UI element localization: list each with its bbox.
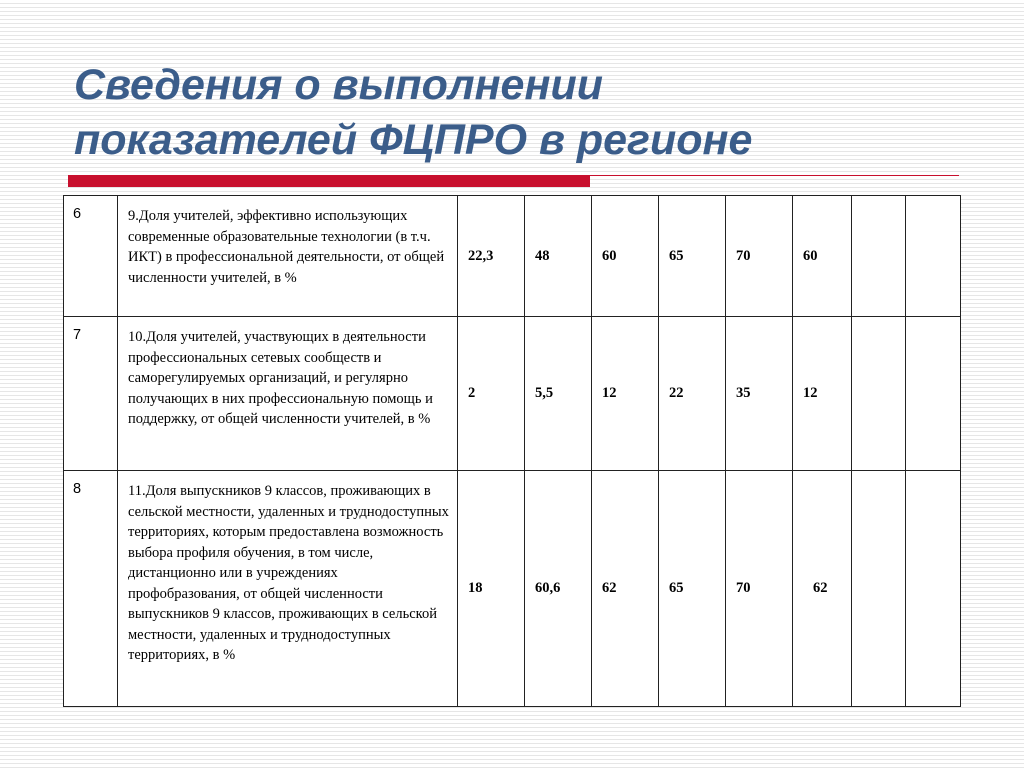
indicators-table [63, 195, 961, 707]
value-cell: 65 [659, 196, 726, 317]
indicator-description: 11.Доля выпускников 9 классов, проживающих в сельской местности, удаленных и труднодоступных территориях, которым предоставлена возможность выбора профиля обучения, в том числе, дистанционно или в учреждениях профобразования, от общей численности выпускников 9 классов, проживающих в сельской местности, удаленных и труднодоступных территориях, в % [118, 471, 458, 707]
indicator-description: 10.Доля учителей, участвующих в деятельности профессиональных сетевых сообществ и саморегулируемых организаций, и регулярно получающих в них профессиональную помощь и поддержку, от общей численности учителей, в % [118, 317, 458, 471]
table-row [64, 317, 961, 471]
value-cell: 48 [525, 196, 592, 317]
value-cell: 60 [592, 196, 659, 317]
empty-cell [852, 196, 906, 317]
empty-cell [906, 317, 961, 471]
empty-cell [906, 471, 961, 707]
slide-title-line-1: Сведения о выполнении [74, 61, 603, 109]
value-cell: 60,6 [525, 471, 592, 707]
empty-cell [906, 196, 961, 317]
empty-cell [852, 317, 906, 471]
value-cell: 22 [659, 317, 726, 471]
value-cell: 62 [793, 471, 852, 707]
value-cell: 70 [726, 196, 793, 317]
indicator-description: 9.Доля учителей, эффективно использующих современные образовательные технологии (в т.ч. ИКТ) в профессиональной деятельности, от общей численности учителей, в % [118, 196, 458, 317]
row-number: 6 [64, 196, 118, 317]
slide-title-line-2: показателей ФЦПРО в регионе [74, 116, 753, 164]
row-number: 8 [64, 471, 118, 707]
value-cell: 2 [458, 317, 525, 471]
empty-cell [852, 471, 906, 707]
title-underline-bar [68, 175, 590, 187]
value-cell: 70 [726, 471, 793, 707]
slide-title [74, 58, 974, 168]
title-underline-line [590, 175, 959, 176]
table-row [64, 471, 961, 707]
value-cell: 12 [793, 317, 852, 471]
value-cell: 65 [659, 471, 726, 707]
value-cell: 5,5 [525, 317, 592, 471]
value-cell: 12 [592, 317, 659, 471]
value-cell: 62 [592, 471, 659, 707]
row-number: 7 [64, 317, 118, 471]
value-cell: 22,3 [458, 196, 525, 317]
table-row [64, 196, 961, 317]
value-cell: 18 [458, 471, 525, 707]
value-cell: 60 [793, 196, 852, 317]
value-cell: 35 [726, 317, 793, 471]
